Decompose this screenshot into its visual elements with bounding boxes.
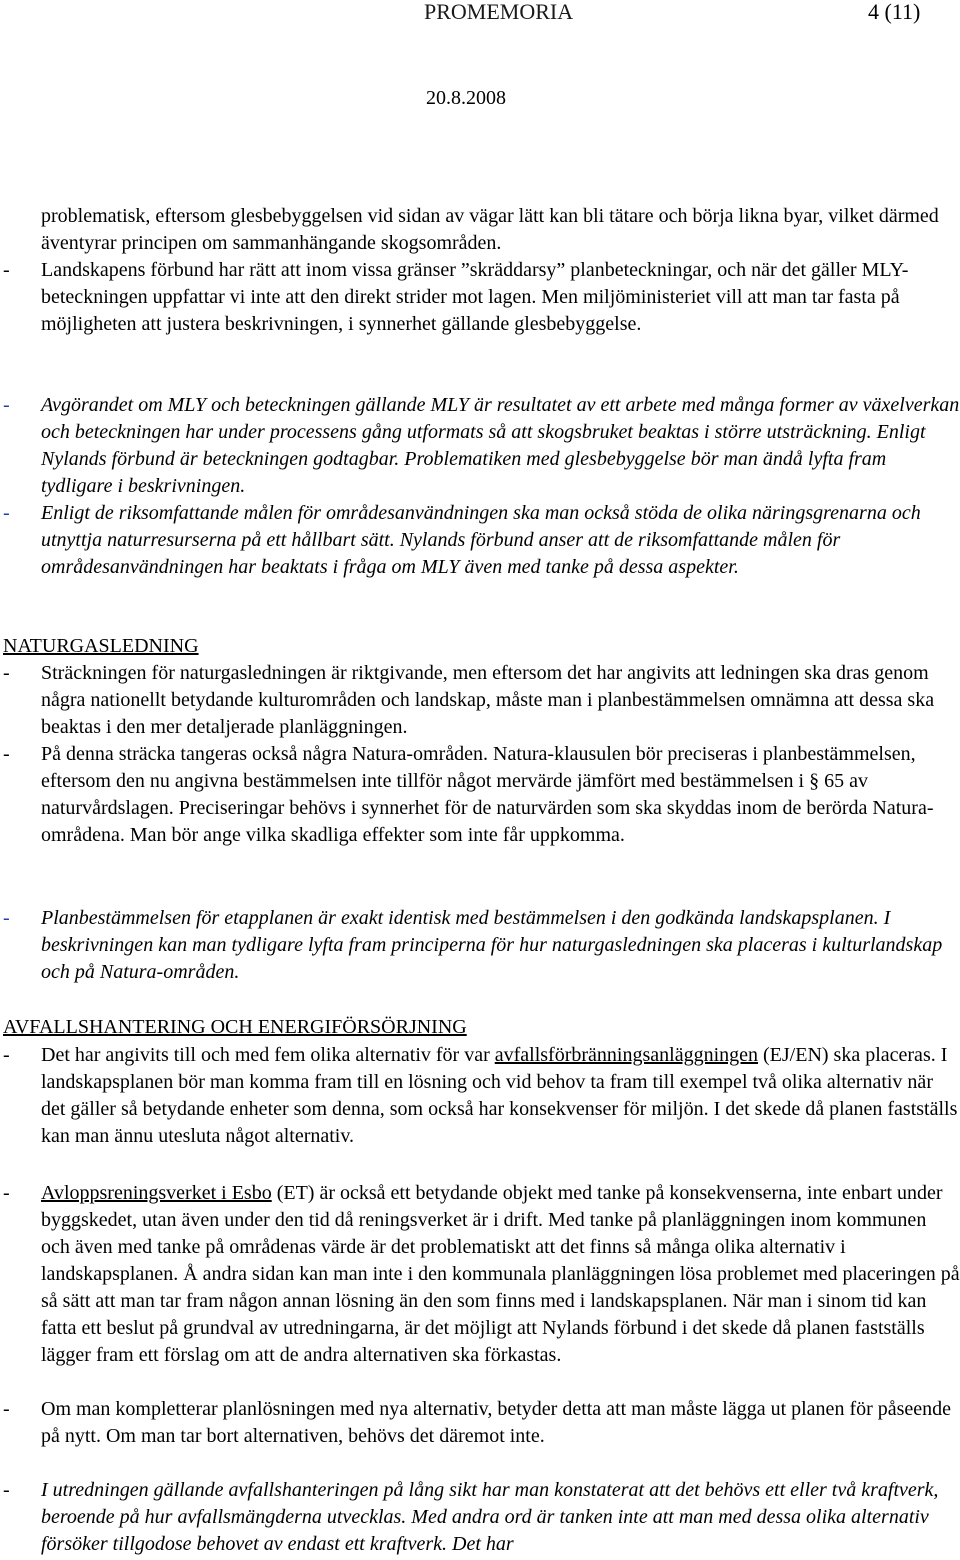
bullet-dash: - bbox=[3, 662, 10, 684]
list-item bbox=[0, 905, 960, 986]
bullet-dash: - bbox=[3, 1044, 10, 1066]
list-item-text: I utredningen gällande avfallshanteringen på lång sikt har man konstaterat att det behövs ett eller två kraftverk, beroende på hur avfallsmängderna utvecklas. Med andra ord är tanken inte att man med dessa olika alternativ försöker tillgodose behovet av endast ett kraftverk. Det har bbox=[41, 1479, 939, 1555]
list-item-text: Enligt de riksomfattande målen för områdesanvändningen ska man också stöda de olika näringsgrenarna och utnyttja naturresurserna på ett hållbart sätt. Nylands förbund anser att de riksomfattande målen för områdesanvändningen har beaktats i fråga om MLY även med tanke på dessa aspekter. bbox=[41, 502, 921, 578]
bullet-dash: - bbox=[3, 1398, 10, 1420]
bullet-dash: - bbox=[3, 502, 10, 524]
list-item bbox=[0, 257, 960, 338]
header-title: PROMEMORIA bbox=[424, 0, 574, 24]
list-item bbox=[0, 1180, 960, 1369]
list-item bbox=[0, 392, 960, 500]
bullet-dash: - bbox=[3, 1182, 10, 1204]
item-text-pre: Det har angivits till och med fem olika alternativ för var bbox=[41, 1044, 495, 1066]
list-item-text: Avgörandet om MLY och beteckningen gällande MLY är resultatet av ett arbete med många former av växelverkan och beteckningen har under processens gång utformats så att skogsbruket beaktas i större utsträckning. Enligt Nylands förbund är beteckningen godtagbar. Problematiken med glesbebyggelse bör man ändå lyfta fram tydligare i beskrivningen. bbox=[41, 394, 960, 497]
avloppsreningsverket-link[interactable]: Avloppsreningsverket i Esbo bbox=[41, 1182, 272, 1204]
list-item-text: Landskapens förbund har rätt att inom vissa gränser ”skräddarsy” planbeteckningar, och när det gäller MLY-beteckningen uppfattar vi inte att den direkt strider mot lagen. Men miljöministeriet vill att man tar fasta på möjligheten att justera beskrivningen, i synnerhet gällande glesbebyggelse. bbox=[41, 259, 909, 335]
list-item bbox=[0, 1477, 960, 1558]
item-text-post: (EJ/EN) ska placeras. I landskapsplanen bör man komma fram till en lösning och vid behov ta fram till exempel två olika alternativ när det gäller så betydande enheter som denna, som också har konsekvenser för miljön. I det skede då planen fastställs kan man ännu utesluta något alternativ. bbox=[41, 1044, 958, 1147]
avfallsforbranning-link[interactable]: avfallsförbränningsanläggningen bbox=[494, 1044, 759, 1066]
continuation-paragraph: problematisk, eftersom glesbebyggelsen vid sidan av vägar lätt kan bli tätare och börja likna byar, vilket därmed äventyrar principen om sammanhängande skogsområden. bbox=[41, 205, 939, 254]
list-item-text: Planbestämmelsen för etapplanen är exakt identisk med bestämmelsen i den godkända landskapsplanen. I beskrivningen kan man tydligare lyfta fram principerna för hur naturgasledningen ska placeras i kulturlandskap och på Natura-områden. bbox=[41, 907, 943, 983]
section-heading-avfall: AVFALLSHANTERING OCH ENERGIFÖRSÖRJNING bbox=[3, 1016, 467, 1038]
bullet-dash: - bbox=[3, 743, 10, 765]
list-item-text bbox=[41, 1042, 960, 1150]
header-page-number: 4 (11) bbox=[868, 0, 921, 24]
list-item bbox=[0, 1396, 960, 1450]
list-item bbox=[0, 741, 960, 849]
bullet-dash: - bbox=[3, 1479, 10, 1501]
header-date: 20.8.2008 bbox=[426, 87, 506, 109]
bullet-dash: - bbox=[3, 394, 10, 416]
list-item bbox=[0, 1042, 960, 1150]
bullet-dash: - bbox=[3, 907, 10, 929]
list-item-text: På denna sträcka tangeras också några Natura-områden. Natura-klausulen bör preciseras i planbestämmelsen, eftersom den nu angivna bestämmelsen inte tillför något mervärde jämfört med bestämmelsen i § 65 av naturvårdslagen. Preciseringar behövs i synnerhet för de naturvärden som ska skyddas inom de berörda Natura-områdena. Man bör ange vilka skadliga effekter som inte får uppkomma. bbox=[41, 743, 934, 846]
list-item bbox=[0, 500, 960, 581]
bullet-dash: - bbox=[3, 259, 10, 281]
item-text-post: (ET) är också ett betydande objekt med tanke på konsekvenserna, inte enbart under byggskedet, utan även under den tid då reningsverket är i drift. Med tanke på planläggningen inom kommunen och även med tanke på områdenas värde är det problematiskt att det finns så många olika alternativ i landskapsplanen. Å andra sidan kan man inte i den kommunala planläggningen lösa problemet med placeringen på så sätt att man tar fram någon annan lösning än den som finns med i landskapsplanen. När man i sinom tid kan fatta ett beslut på grundval av utredningarna, är det möjligt att Nylands förbund i det skede då planen fastställs lägger fram ett förslag om att de andra alternativen ska förkastas. bbox=[41, 1182, 960, 1366]
list-item bbox=[0, 660, 960, 741]
list-item-text: Om man kompletterar planlösningen med nya alternativ, betyder detta att man måste lägga ut planen för påseende på nytt. Om man tar bort alternativen, behövs det däremot inte. bbox=[41, 1398, 952, 1447]
section-heading-naturgas: NATURGASLEDNING bbox=[3, 635, 199, 657]
list-item-text: Sträckningen för naturgasledningen är riktgivande, men eftersom det har angivits att ledningen ska dras genom några nationellt betydande kulturområden och landskap, måste man i planbestämmelsen omnämna att dessa ska beaktas i den mer detaljerade planläggningen. bbox=[41, 662, 935, 738]
list-item-text bbox=[41, 1180, 960, 1369]
